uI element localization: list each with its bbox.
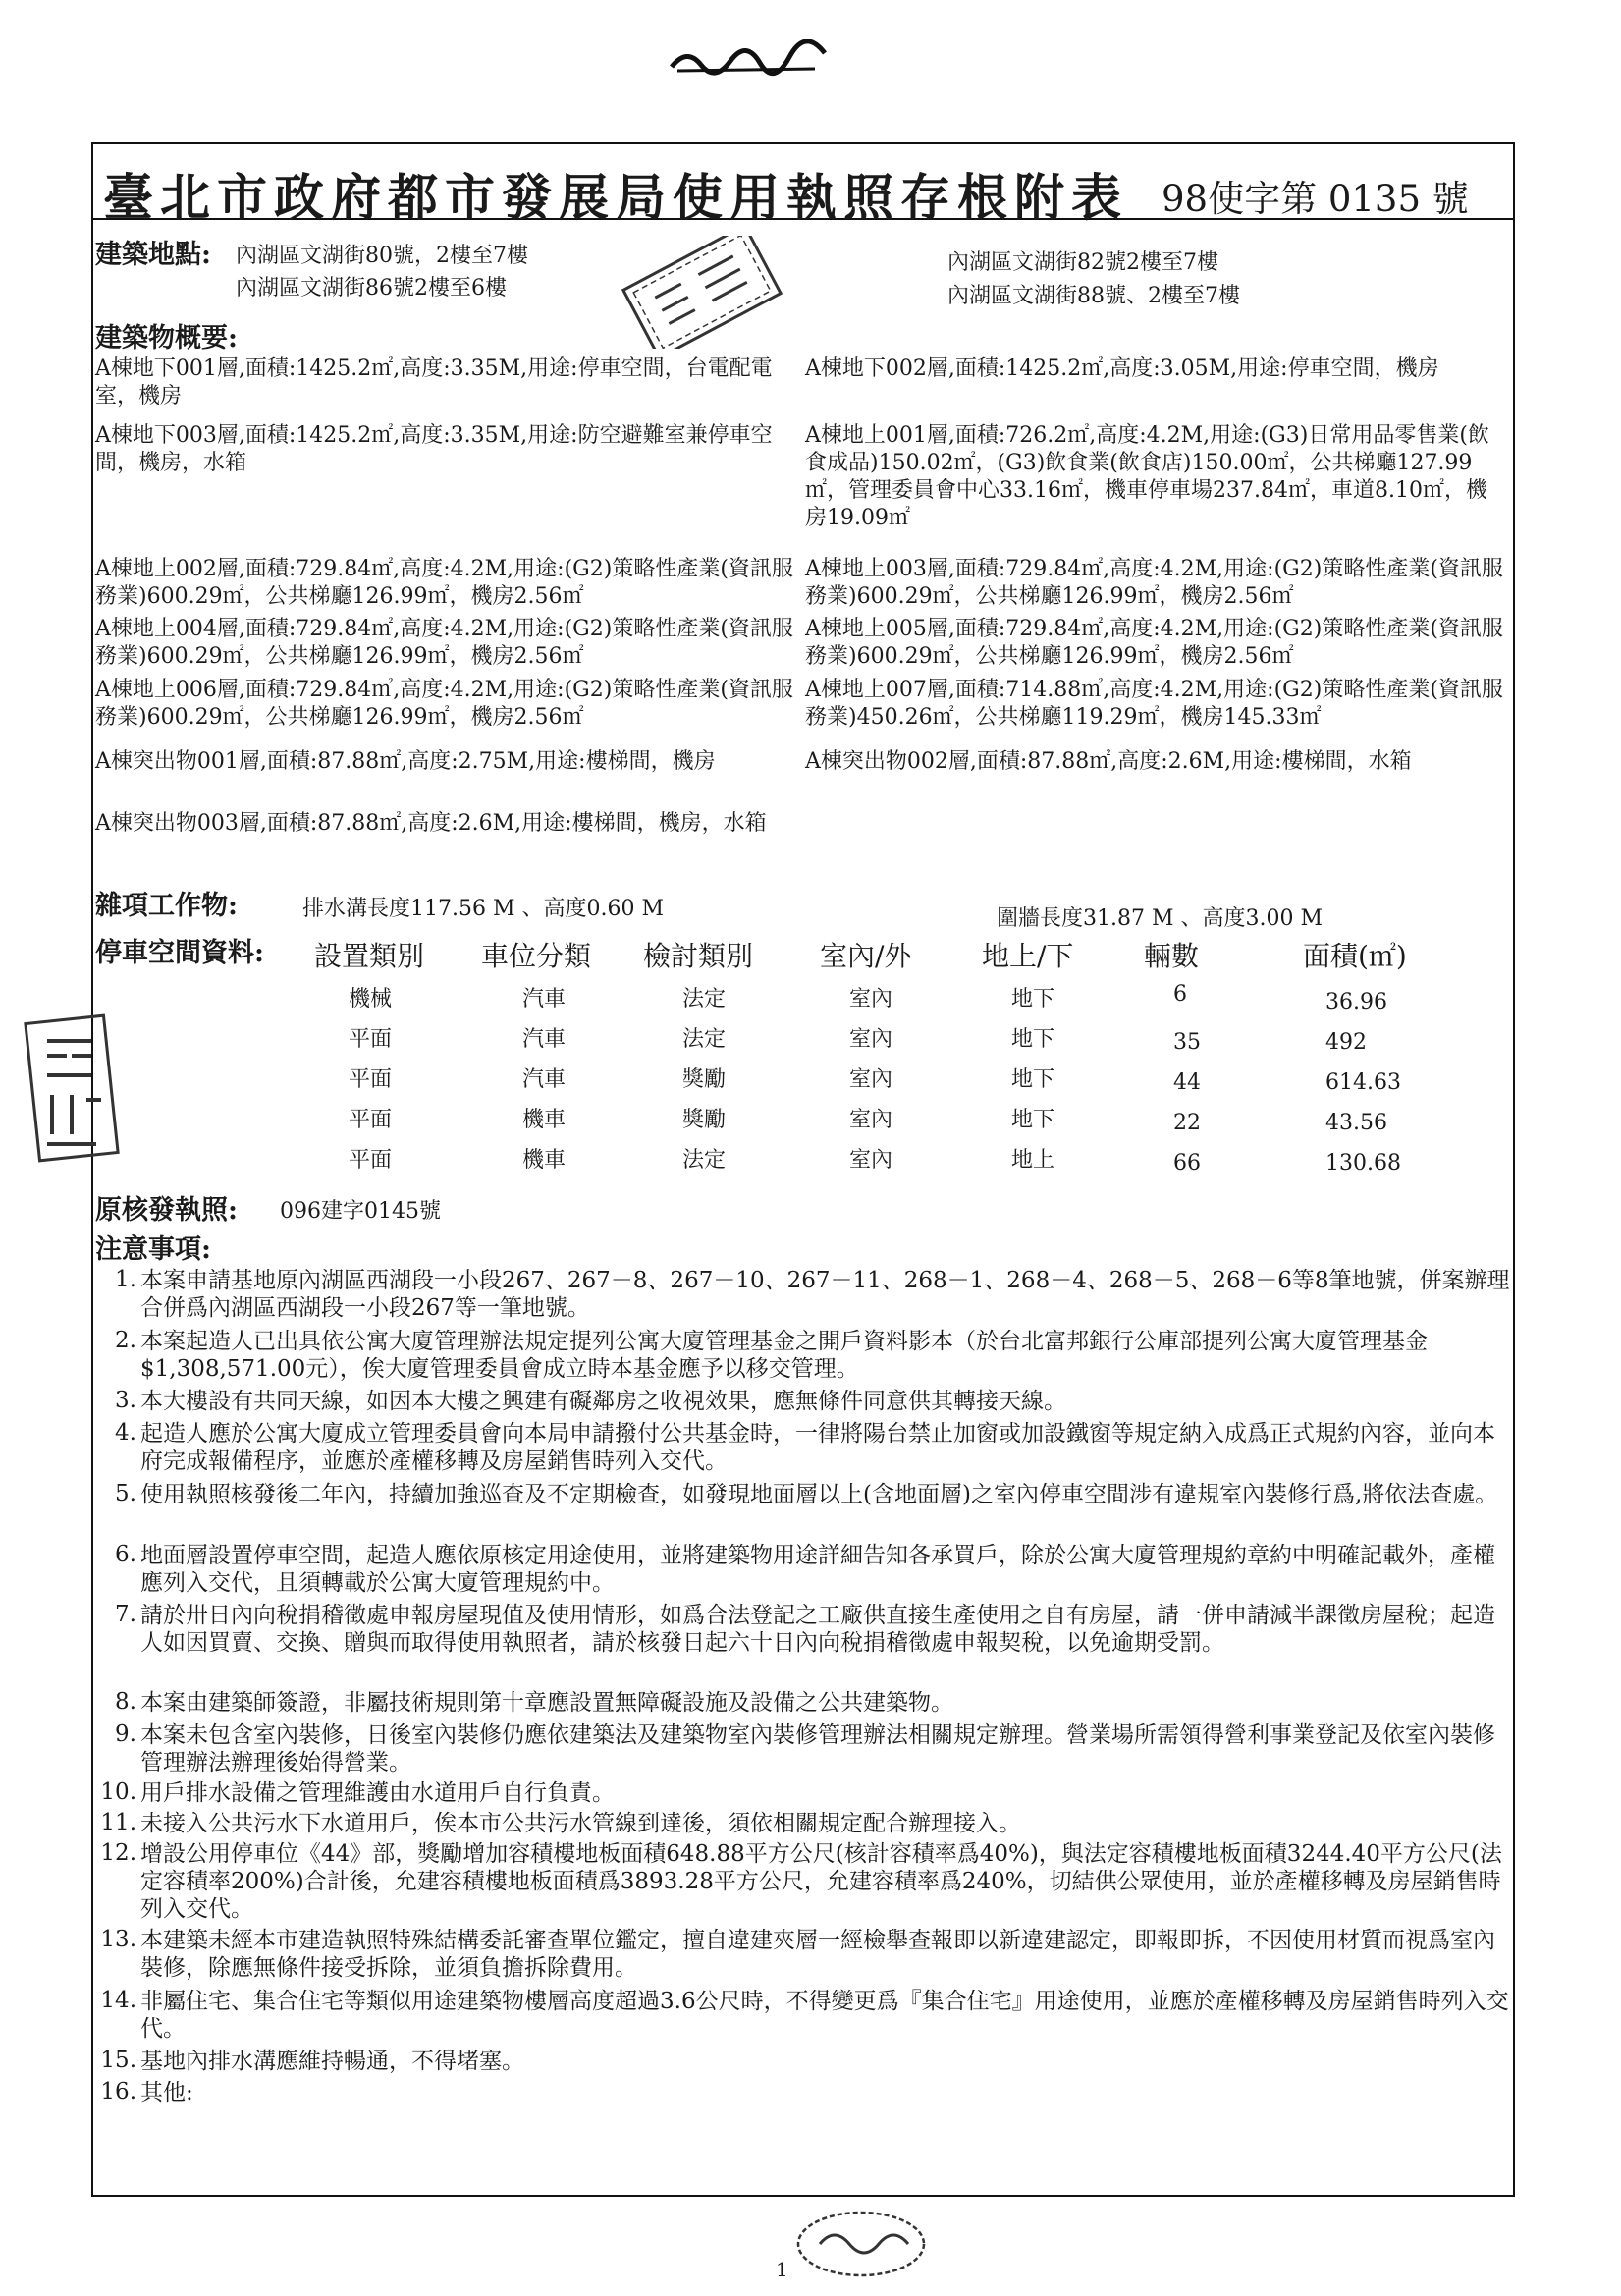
- note-text: 起造人應於公寓大廈成立管理委員會向本局申請撥付公共基金時，一律將陽台禁止加窗或加設鐵窗等規定納入成爲正式規約內容，並向本府完成報備程序，並應於產權移轉及房屋銷售時列入交代。: [140, 1421, 1495, 1474]
- note-text: 增設公用停車位《44》部，獎勵增加容積樓地板面積648.88平方公尺(核計容積率爲40%)，與法定容積樓地板面積3244.40平方公尺(法定容積率200%)合計後，允建容積樓地板面積爲3893.28平方公尺，允建容積率爲240%，切結供公眾使用，並於產權移轉及房屋銷售時列入交代。: [140, 1841, 1502, 1922]
- parking-cell: 平面: [349, 1067, 393, 1092]
- bottom-round-seal: [790, 2205, 933, 2283]
- parking-label: 停車空間資料:: [95, 938, 264, 968]
- parking-cell: 法定: [682, 1027, 727, 1052]
- parking-cell: 室內: [849, 1108, 893, 1132]
- parking-header-type: 設置類別: [314, 940, 425, 972]
- parking-header-vehicle: 車位分類: [481, 940, 592, 972]
- parking-cell: 獎勵: [682, 1067, 727, 1092]
- overview-floor-entry: A棟地下003層,面積:1425.2㎡,高度:3.35M,用途:防空避難室兼停車空間，機房，水箱: [95, 423, 773, 475]
- parking-cell: 獎勵: [682, 1108, 727, 1132]
- overview-floor-entry: A棟地上006層,面積:729.84㎡,高度:4.2M,用途:(G2)策略性產業(資訊服務業)600.29㎡，公共梯廳126.99㎡，機房2.56㎡: [95, 678, 793, 730]
- note-number: 7.: [115, 1602, 136, 1627]
- overview-label: 建築物概要:: [95, 323, 238, 354]
- parking-cell: 汽車: [522, 987, 567, 1011]
- note-text: 使用執照核發後二年內，持續加強巡查及不定期檢查，如發現地面層以上(含地面層)之室內停車空間涉有違規室內裝修行爲,將依法查處。: [140, 1482, 1498, 1507]
- parking-cell: 地下: [1011, 1067, 1055, 1092]
- note-text: 未接入公共污水下水道用戶，俟本市公共污水管線到達後，須依相關規定配合辦理接入。: [140, 1811, 1021, 1836]
- note-number: 3.: [115, 1388, 136, 1413]
- note-number: 2.: [115, 1328, 136, 1353]
- note-number: 11.: [100, 1810, 136, 1835]
- note-number: 15.: [100, 2048, 136, 2073]
- parking-cell: 35: [1173, 1030, 1201, 1055]
- note-text: 本案申請基地原內湖區西湖段一小段267、267－8、267－10、267－11、268－1、268－4、268－5、268－6等8筆地號，併案辦理合併爲內湖區西湖段一小段267等一筆地號。: [140, 1268, 1510, 1321]
- note-number: 13.: [100, 1927, 136, 1952]
- note-text: 請於卅日內向稅捐稽徵處申報房屋現值及使用情形，如爲合法登記之工廠供直接生產使用之自有房屋，請一併申請減半課徵房屋稅；起造人如因買賣、交換、贈與而取得使用執照者，請於核發日起六十日內向稅捐稽徵處申報契稅，以免逾期受罰。: [140, 1603, 1495, 1656]
- parking-cell: 43.56: [1325, 1111, 1387, 1135]
- parking-cell: 平面: [349, 1108, 393, 1132]
- parking-cell: 36.96: [1325, 990, 1387, 1014]
- note-number: 8.: [115, 1689, 136, 1715]
- document-title: 臺北市政府都市發展局使用執照存根附表: [103, 169, 1129, 228]
- parking-cell: 室內: [849, 1027, 893, 1052]
- top-scribble-mark: [668, 39, 835, 79]
- note-text: 本案未包含室內裝修，日後室內裝修仍應依建築法及建築物室內裝修管理辦法相關規定辦理。營業場所需領得營利事業登記及依室內裝修管理辦法辦理後始得營業。: [140, 1722, 1495, 1776]
- overview-floor-entry: A棟地上003層,面積:729.84㎡,高度:4.2M,用途:(G2)策略性產業(資訊服務業)600.29㎡，公共梯廳126.99㎡，機房2.56㎡: [805, 557, 1503, 609]
- note-text: 非屬住宅、集合住宅等類似用途建築物樓層高度超過3.6公尺時，不得變更爲『集合住宅』用途使用，並應於產權移轉及房屋銷售時列入交代。: [140, 1989, 1509, 2042]
- parking-cell: 機械: [349, 987, 393, 1011]
- notes-label: 注意事項:: [95, 1234, 211, 1265]
- parking-cell: 平面: [349, 1027, 393, 1052]
- parking-cell: 平面: [349, 1148, 393, 1173]
- parking-cell: 地下: [1011, 987, 1055, 1011]
- parking-cell: 室內: [849, 1067, 893, 1092]
- note-text: 其他:: [140, 2080, 193, 2105]
- note-number: 4.: [115, 1420, 136, 1446]
- parking-cell: 機車: [522, 1148, 567, 1173]
- original-permit-value: 096建字0145號: [280, 1199, 441, 1224]
- parking-cell: 22: [1173, 1111, 1201, 1135]
- overview-floor-entry: A棟地上005層,面積:729.84㎡,高度:4.2M,用途:(G2)策略性產業(資訊服務業)600.29㎡，公共梯廳126.99㎡，機房2.56㎡: [805, 617, 1503, 669]
- parking-cell: 法定: [682, 987, 727, 1011]
- parking-cell: 614.63: [1325, 1070, 1401, 1095]
- note-text: 本建築未經本市建造執照特殊結構委託審查單位鑑定，擅自違建夾層一經檢舉查報即以新違建認定，即報即拆，不因使用材質而視爲室內裝修，除應無條件接受拆除，並須負擔拆除費用。: [140, 1928, 1495, 1981]
- building-site-address: 內湖區文湖街82號2樓至7樓: [947, 250, 1218, 275]
- side-seal-stamp: [18, 1002, 131, 1174]
- parking-cell: 44: [1173, 1070, 1201, 1095]
- overview-floor-entry: A棟突出物001層,面積:87.88㎡,高度:2.75M,用途:樓梯間，機房: [95, 749, 716, 774]
- note-number: 12.: [100, 1840, 136, 1866]
- note-number: 14.: [100, 1988, 136, 2013]
- permit-number: 98使字第 0135 號: [1162, 178, 1469, 220]
- official-seal-stamp: [609, 236, 795, 349]
- parking-cell: 地下: [1011, 1108, 1055, 1132]
- note-text: 本大樓設有共同天線，如因本大樓之興建有礙鄰房之收視效果，應無條件同意供其轉接天線。: [140, 1389, 1066, 1414]
- building-site-address: 內湖區文湖街80號，2樓至7樓: [236, 244, 528, 268]
- overview-floor-entry: A棟地上004層,面積:729.84㎡,高度:4.2M,用途:(G2)策略性產業(資訊服務業)600.29㎡，公共梯廳126.99㎡，機房2.56㎡: [95, 617, 793, 669]
- parking-cell: 6: [1173, 982, 1187, 1007]
- note-text: 基地內排水溝應維持暢通，不得堵塞。: [140, 2049, 524, 2074]
- note-number: 1.: [115, 1267, 136, 1292]
- parking-header-area: 面積(㎡): [1303, 940, 1407, 972]
- overview-floor-entry: A棟突出物003層,面積:87.88㎡,高度:2.6M,用途:樓梯間，機房，水箱: [95, 811, 767, 836]
- note-number: 10.: [100, 1779, 136, 1805]
- building-site-address: 內湖區文湖街86號2樓至6樓: [236, 276, 507, 301]
- parking-cell: 汽車: [522, 1067, 567, 1092]
- overview-floor-entry: A棟地上007層,面積:714.88㎡,高度:4.2M,用途:(G2)策略性產業(資訊服務業)450.26㎡，公共梯廳119.29㎡，機房145.33㎡: [805, 678, 1503, 730]
- parking-header-count: 輛數: [1144, 940, 1200, 972]
- parking-cell: 66: [1173, 1151, 1201, 1175]
- note-number: 16.: [100, 2079, 136, 2105]
- overview-floor-entry: A棟地上002層,面積:729.84㎡,高度:4.2M,用途:(G2)策略性產業(資訊服務業)600.29㎡，公共梯廳126.99㎡，機房2.56㎡: [95, 557, 793, 609]
- overview-floor-entry: A棟地下001層,面積:1425.2㎡,高度:3.35M,用途:停車空間，台電配電室，機房: [95, 356, 773, 409]
- parking-header-indoor: 室內/外: [820, 940, 912, 972]
- parking-cell: 492: [1325, 1030, 1367, 1055]
- misc-works-label: 雜項工作物:: [95, 891, 238, 921]
- note-number: 5.: [115, 1481, 136, 1506]
- parking-header-review: 檢討類別: [643, 940, 754, 972]
- page-number: 1: [776, 2258, 788, 2281]
- misc-works-wall: 圍牆長度31.87 M 、高度3.00 M: [997, 906, 1323, 931]
- note-number: 6.: [115, 1542, 136, 1567]
- overview-floor-entry: A棟地下002層,面積:1425.2㎡,高度:3.05M,用途:停車空間，機房: [805, 356, 1439, 381]
- parking-cell: 地下: [1011, 1027, 1055, 1052]
- parking-cell: 機車: [522, 1108, 567, 1132]
- overview-floor-entry: A棟地上001層,面積:726.2㎡,高度:4.2M,用途:(G3)日常用品零售業(飲食成品)150.02㎡，(G3)飲食業(飲食店)150.00㎡，公共梯廳127.99㎡，管理委員會中心33.16㎡，機車停車場237.84㎡，車道8.10㎡，機房19.09㎡: [805, 423, 1489, 530]
- parking-cell: 地上: [1011, 1148, 1055, 1173]
- note-text: 本案由建築師簽證，非屬技術規則第十章應設置無障礙設施及設備之公共建築物。: [140, 1690, 953, 1716]
- building-site-address: 內湖區文湖街88號、2樓至7樓: [947, 284, 1240, 308]
- original-permit-label: 原核發執照:: [95, 1195, 238, 1226]
- note-text: 用戶排水設備之管理維護由水道用戶自行負責。: [140, 1780, 615, 1806]
- note-number: 9.: [115, 1722, 136, 1747]
- parking-cell: 130.68: [1325, 1151, 1401, 1175]
- parking-cell: 室內: [849, 987, 893, 1011]
- note-text: 地面層設置停車空間，起造人應依原核定用途使用，並將建築物用途詳細告知各承買戶，除於公寓大廈管理規約章約中明確記載外，產權應列入交代，且須轉載於公寓大廈管理規約中。: [140, 1543, 1495, 1596]
- parking-cell: 法定: [682, 1148, 727, 1173]
- building-site-label: 建築地點:: [95, 240, 211, 270]
- parking-cell: 室內: [849, 1148, 893, 1173]
- overview-floor-entry: A棟突出物002層,面積:87.88㎡,高度:2.6M,用途:樓梯間，水箱: [805, 749, 1412, 774]
- misc-works-drainage: 排水溝長度117.56 M 、高度0.60 M: [302, 897, 664, 921]
- parking-header-level: 地上/下: [982, 940, 1074, 972]
- note-text: 本案起造人已出具依公寓大廈管理辦法規定提列公寓大廈管理基金之開戶資料影本（於台北富邦銀行公庫部提列公寓大廈管理基金$1,308,571.00元），俟大廈管理委員會成立時本基金應予以移交管理。: [140, 1329, 1428, 1382]
- parking-cell: 汽車: [522, 1027, 567, 1052]
